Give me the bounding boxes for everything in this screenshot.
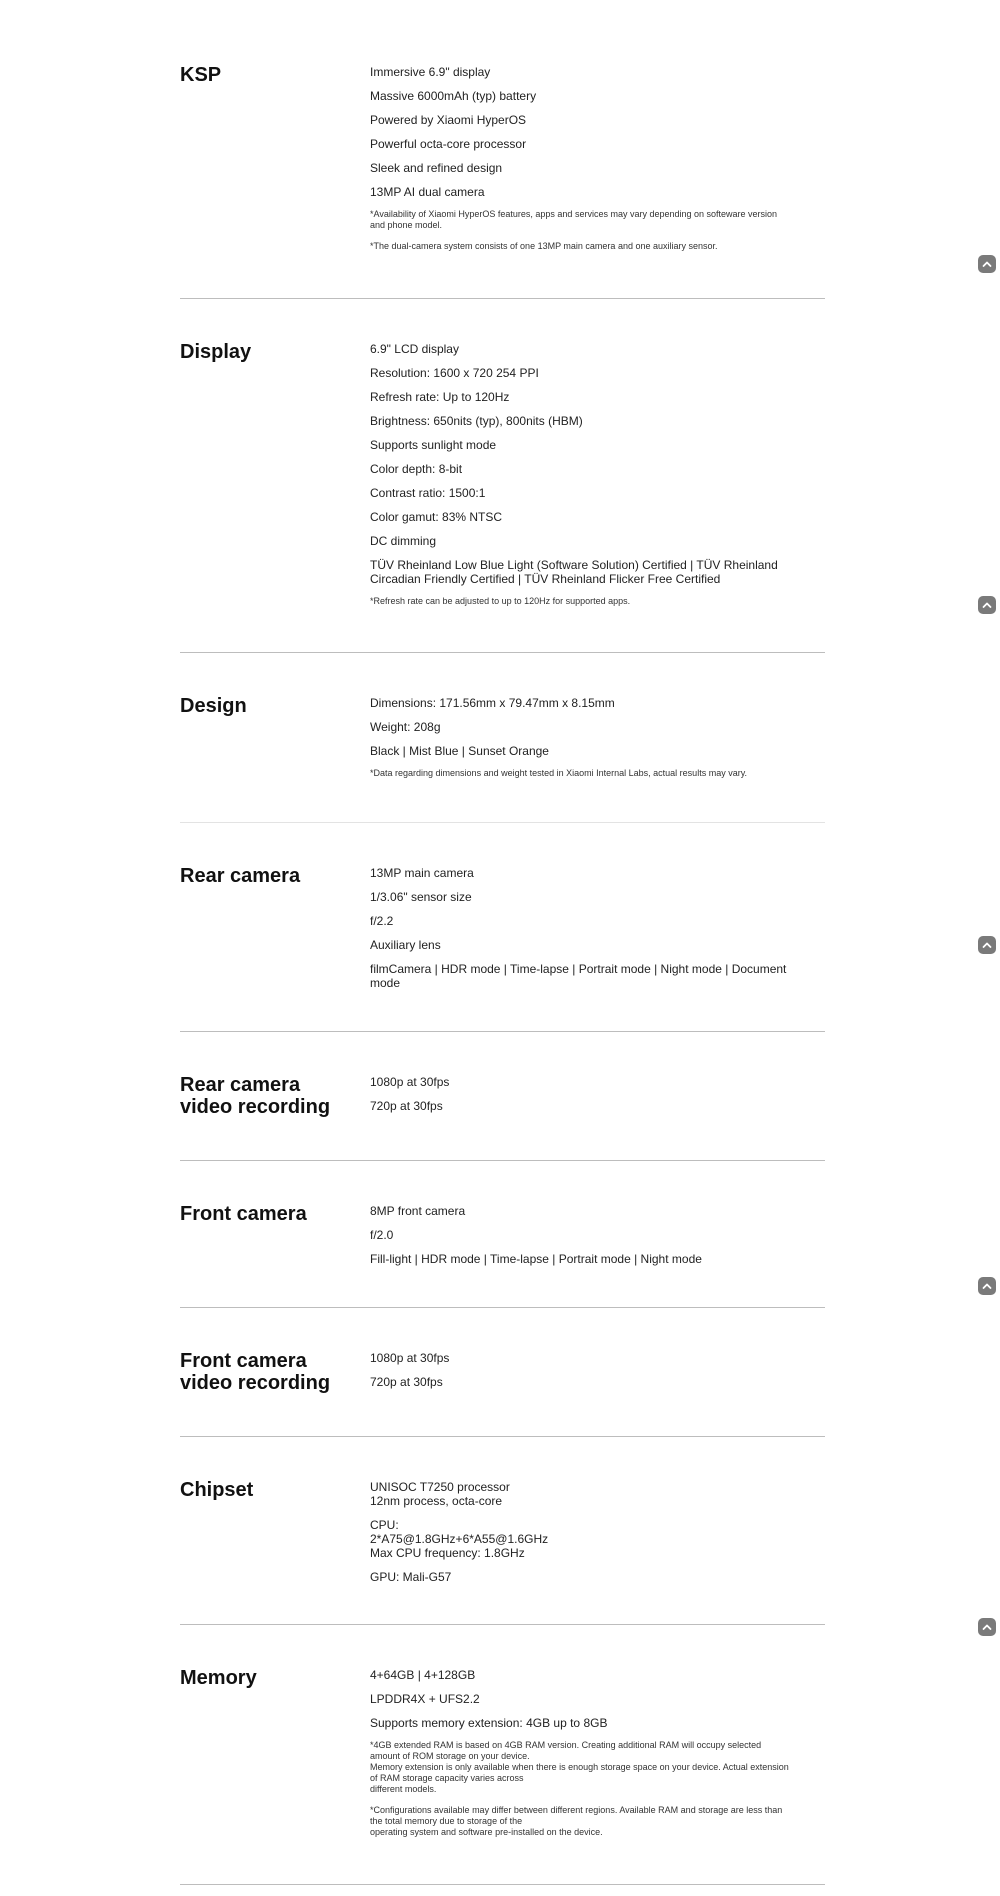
section-divider (180, 822, 825, 823)
footnote: *4GB extended RAM is based on 4GB RAM version. Creating additional RAM will occupy selected amount of ROM storage on your device. Memory extension is only available when there is enough storage space on your device. Actual extension of RAM storage capacity varies across different models. (370, 1740, 789, 1794)
spec-item: LPDDR4X + UFS2.2 (370, 1692, 480, 1706)
section-title: Design (180, 695, 247, 717)
section-title: Front camera (180, 1203, 307, 1225)
back-to-top-button[interactable] (978, 1277, 996, 1295)
spec-item: 1/3.06" sensor size (370, 890, 472, 904)
section-divider (180, 1031, 825, 1032)
section-body (370, 1351, 790, 1399)
spec-item: Fill-light | HDR mode | Time-lapse | Portrait mode | Night mode (370, 1252, 702, 1266)
spec-item: f/2.0 (370, 1228, 394, 1242)
spec-item: CPU: 2*A75@1.8GHz+6*A55@1.6GHz Max CPU frequency: 1.8GHz (370, 1518, 549, 1560)
spec-item: 1080p at 30fps (370, 1075, 450, 1089)
section-body (370, 1480, 790, 1594)
section-title: Display (180, 341, 252, 363)
spec-item: 720p at 30fps (370, 1375, 443, 1389)
section-divider (180, 1307, 825, 1308)
spec-item: Immersive 6.9" display (370, 65, 491, 79)
spec-item: 8MP front camera (370, 1204, 466, 1218)
spec-item: Auxiliary lens (370, 938, 441, 952)
spec-item: Resolution: 1600 x 720 254 PPI (370, 366, 539, 380)
spec-item: 1080p at 30fps (370, 1351, 450, 1365)
section-body (370, 1204, 790, 1276)
spec-item: Color depth: 8-bit (370, 462, 463, 476)
spec-item: Supports memory extension: 4GB up to 8GB (370, 1716, 608, 1730)
spec-item: UNISOC T7250 processor 12nm process, octa-core (370, 1480, 510, 1508)
spec-item: Massive 6000mAh (typ) battery (370, 89, 537, 103)
section-divider (180, 1436, 825, 1437)
spec-item: f/2.2 (370, 914, 394, 928)
spec-item: 6.9" LCD display (370, 342, 459, 356)
chevron-up-icon (981, 1621, 993, 1633)
back-to-top-button[interactable] (978, 936, 996, 954)
spec-item: 13MP main camera (370, 866, 474, 880)
section-title: Front camera video recording (180, 1350, 331, 1394)
spec-item: Powerful octa-core processor (370, 137, 527, 151)
chevron-up-icon (981, 939, 993, 951)
section-divider (180, 1160, 825, 1161)
spec-item: 13MP AI dual camera (370, 185, 485, 199)
spec-item: Contrast ratio: 1500:1 (370, 486, 486, 500)
spec-item: TÜV Rheinland Low Blue Light (Software Solution) Certified | TÜV Rheinland Circadian Friendly Certified | TÜV Rheinland Flicker Free Certified (370, 558, 778, 586)
back-to-top-button[interactable] (978, 1618, 996, 1636)
footnote: *Refresh rate can be adjusted to up to 120Hz for supported apps. (370, 596, 631, 606)
footnote: *Data regarding dimensions and weight tested in Xiaomi Internal Labs, actual results may vary. (370, 768, 748, 778)
section-body (370, 1075, 790, 1123)
section-body (370, 65, 790, 262)
spec-item: GPU: Mali-G57 (370, 1570, 452, 1584)
section-title: KSP (180, 64, 222, 86)
chevron-up-icon (981, 1280, 993, 1292)
section-divider (180, 1884, 825, 1885)
section-divider (180, 652, 825, 653)
footnote: *The dual-camera system consists of one 13MP main camera and one auxiliary sensor. (370, 241, 718, 251)
footnote: *Configurations available may differ between different regions. Available RAM and storage are less than the total memory due to storage of the operating system and software pre-installed on the device. (370, 1805, 783, 1837)
section-divider (180, 1624, 825, 1625)
back-to-top-button[interactable] (978, 596, 996, 614)
section-title: Memory (180, 1667, 257, 1689)
section-title: Rear camera video recording (180, 1074, 331, 1118)
section-body (370, 342, 790, 617)
spec-item: Weight: 208g (370, 720, 441, 734)
back-to-top-button[interactable] (978, 255, 996, 273)
spec-item: Dimensions: 171.56mm x 79.47mm x 8.15mm (370, 696, 615, 710)
spec-item: Refresh rate: Up to 120Hz (370, 390, 510, 404)
section-body (370, 866, 790, 1000)
section-divider (180, 298, 825, 299)
spec-item: filmCamera | HDR mode | Time-lapse | Portrait mode | Night mode | Document mode (370, 962, 787, 990)
spec-item: Supports sunlight mode (370, 438, 497, 452)
spec-item: Powered by Xiaomi HyperOS (370, 113, 527, 127)
spec-item: 720p at 30fps (370, 1099, 443, 1113)
section-title: Chipset (180, 1479, 254, 1501)
spec-item: DC dimming (370, 534, 437, 548)
section-body (370, 1668, 790, 1848)
spec-item: Color gamut: 83% NTSC (370, 510, 503, 524)
section-title: Rear camera (180, 865, 301, 887)
spec-item: Brightness: 650nits (typ), 800nits (HBM) (370, 414, 583, 428)
spec-item: Sleek and refined design (370, 161, 503, 175)
spec-item: 4+64GB | 4+128GB (370, 1668, 476, 1682)
chevron-up-icon (981, 258, 993, 270)
section-body (370, 696, 790, 789)
chevron-up-icon (981, 599, 993, 611)
footnote: *Availability of Xiaomi HyperOS features, apps and services may vary depending on softeware version and phone model. (370, 209, 778, 230)
spec-item: Black | Mist Blue | Sunset Orange (370, 744, 549, 758)
